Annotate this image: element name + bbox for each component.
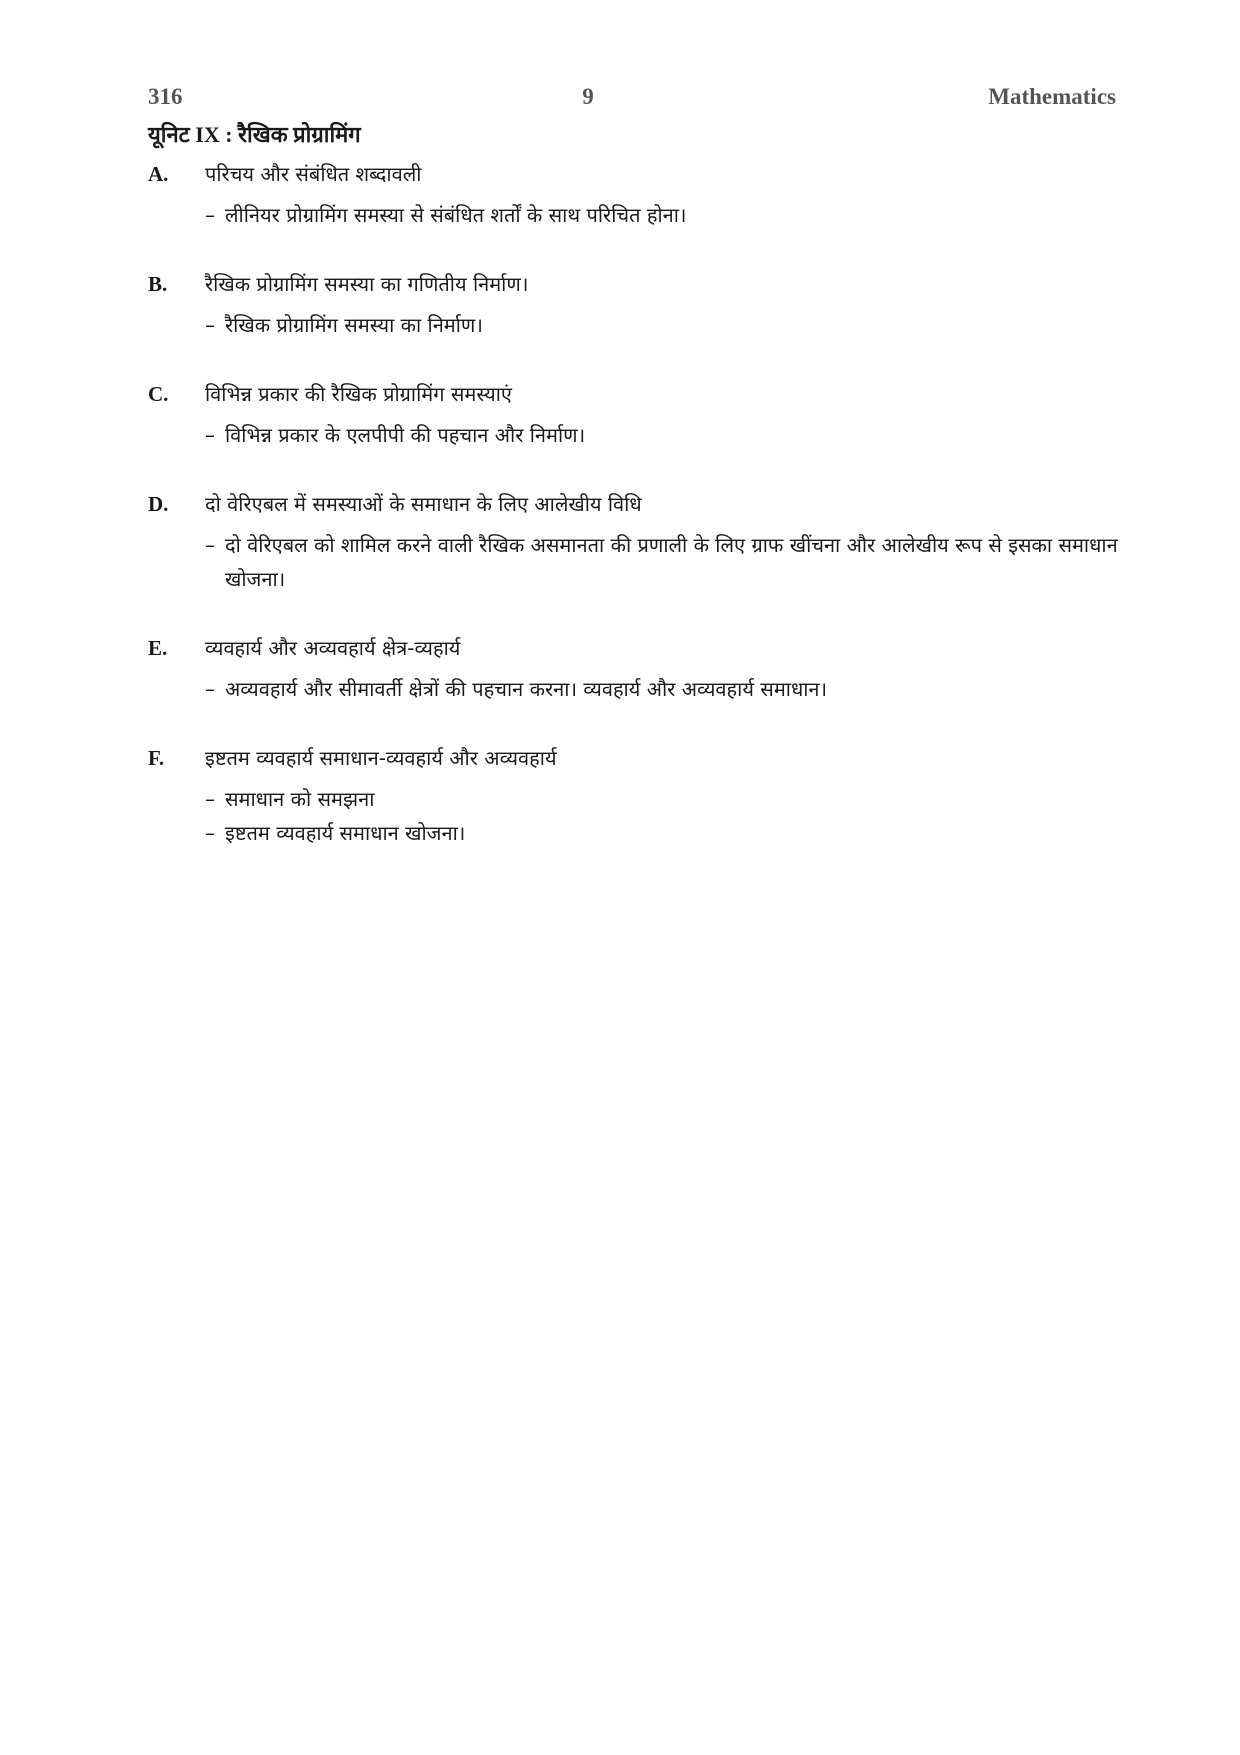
section-b: [148, 268, 1128, 342]
section-point: [205, 672, 1125, 706]
section-letter: E.: [148, 636, 168, 660]
section-point-text: दो वेरिएबल को शामिल करने वाली रैखिक असमानता की प्रणाली के लिए ग्राफ खींचना और आलेखीय रूप से इसका समाधान खोजना।: [225, 533, 1118, 591]
section-point: [205, 308, 1125, 342]
section-title: परिचय और संबंधित शब्दावली: [205, 162, 422, 186]
section-letter: A.: [148, 162, 169, 186]
section-point-text: लीनियर प्रोग्रामिंग समस्या से संबंधित शर्तों के साथ परिचित होना।: [225, 203, 687, 227]
section-letter: C.: [148, 382, 169, 406]
section-point-text: विभिन्न प्रकार के एलपीपी की पहचान और निर्माण।: [225, 423, 586, 447]
dash-bullet-icon: –: [205, 313, 215, 337]
dash-bullet-icon: –: [205, 423, 215, 447]
page-number: 9: [582, 84, 594, 109]
section-letter: D.: [148, 492, 169, 516]
section-title: इष्टतम व्यवहार्य समाधान-व्यवहार्य और अव्यवहार्य: [205, 746, 557, 770]
section-letter: B.: [148, 272, 168, 296]
section-point-text: समाधान को समझना: [225, 787, 375, 811]
section-title: दो वेरिएबल में समस्याओं के समाधान के लिए आलेखीय विधि: [205, 492, 642, 516]
section-title: विभिन्न प्रकार की रैखिक प्रोग्रामिंग समस्याएं: [205, 382, 512, 406]
section-point-text: इष्टतम व्यवहार्य समाधान खोजना।: [225, 821, 466, 845]
dash-bullet-icon: –: [205, 821, 215, 845]
section-point: [205, 198, 1125, 232]
page-header: [148, 84, 1116, 118]
section-point: [205, 782, 1125, 816]
section-point: [205, 528, 1125, 596]
dash-bullet-icon: –: [205, 203, 215, 227]
section-d: [148, 488, 1128, 596]
section-list: [148, 158, 1128, 886]
section-title: रैखिक प्रोग्रामिंग समस्या का गणितीय निर्माण।: [205, 272, 529, 296]
unit-title: यूनिट IX : रैखिक प्रोग्रामिंग: [148, 122, 361, 147]
section-title: व्यवहार्य और अव्यवहार्य क्षेत्र-व्यहार्य: [205, 636, 461, 660]
subject-title: Mathematics: [988, 84, 1116, 109]
section-letter: F.: [148, 746, 165, 770]
dash-bullet-icon: –: [205, 533, 215, 557]
section-point-text: रैखिक प्रोग्रामिंग समस्या का निर्माण।: [225, 313, 483, 337]
section-a: [148, 158, 1128, 232]
section-point: [205, 816, 1125, 850]
dash-bullet-icon: –: [205, 787, 215, 811]
dash-bullet-icon: –: [205, 677, 215, 701]
page-code: 316: [148, 84, 183, 109]
section-c: [148, 378, 1128, 452]
section-point: [205, 418, 1125, 452]
section-e: [148, 632, 1128, 706]
section-f: [148, 742, 1128, 850]
section-point-text: अव्यवहार्य और सीमावर्ती क्षेत्रों की पहचान करना। व्यवहार्य और अव्यवहार्य समाधान।: [225, 677, 828, 701]
